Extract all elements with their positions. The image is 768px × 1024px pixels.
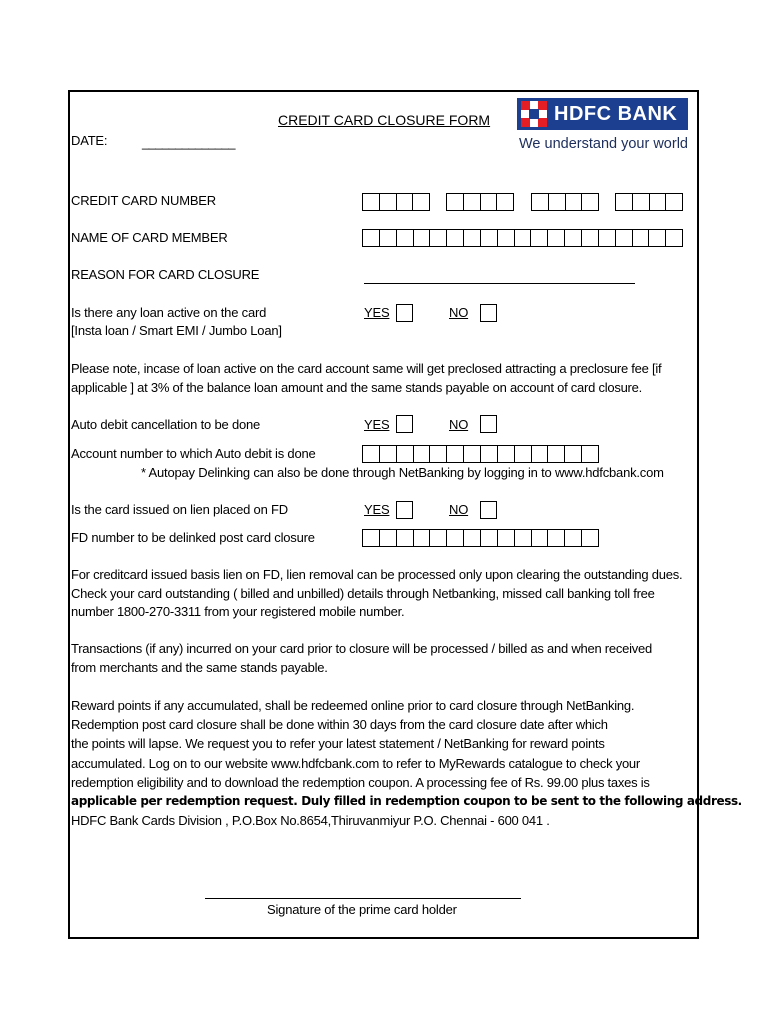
hdfc-logo-mark-icon	[521, 101, 547, 127]
auto-debit-no-label: NO	[449, 417, 469, 432]
signature-line[interactable]	[205, 898, 521, 899]
lien-no-label: NO	[449, 502, 469, 517]
auto-debit-yes-checkbox[interactable]	[396, 415, 413, 433]
loan-no-checkbox[interactable]	[480, 304, 497, 322]
rewards-bold-line: applicable per redemption request. Duly filled in redemption coupon to be sent to the following address.	[71, 794, 742, 809]
date-label: DATE:	[71, 133, 108, 148]
bank-tagline: We understand your world	[519, 136, 688, 152]
date-field[interactable]: ______________	[142, 135, 235, 150]
reason-line[interactable]	[364, 283, 635, 284]
fd-number-label: FD number to be delinked post card closure	[71, 530, 315, 545]
cards-division-address: HDFC Bank Cards Division , P.O.Box No.8654,Thiruvanmiyur P.O. Chennai - 600 041 .	[71, 813, 550, 829]
loan-types: [Insta loan / Smart EMI / Jumbo Loan]	[71, 323, 282, 338]
bank-name: HDFC BANK	[554, 103, 678, 125]
card-number-group-2[interactable]	[446, 193, 514, 211]
card-number-group-3[interactable]	[531, 193, 599, 211]
lien-no-checkbox[interactable]	[480, 501, 497, 519]
signature-label: Signature of the prime card holder	[267, 902, 457, 917]
card-member-label: NAME OF CARD MEMBER	[71, 230, 228, 245]
fd-number-field[interactable]	[362, 529, 599, 547]
loan-yes-label: YES	[364, 305, 390, 320]
card-number-group-1[interactable]	[362, 193, 430, 211]
auto-debit-label: Auto debit cancellation to be done	[71, 417, 261, 432]
transactions-note: Transactions (if any) incurred on your card prior to closure will be processed / billed as and when received from merchants and the same stands payable.	[71, 641, 652, 675]
card-number-group-4[interactable]	[615, 193, 683, 211]
lien-yes-checkbox[interactable]	[396, 501, 413, 519]
reason-label: REASON FOR CARD CLOSURE	[71, 267, 260, 282]
rewards-note: Reward points if any accumulated, shall be redeemed online prior to card closure through NetBanking. Redemption post card closure shall be done within 30 days from the card closure date after which the points will lapse. We request you to refer your latest statement / NetBanking for reward points accumulated. Log on to our website www.hdfcbank.com to refer to MyRewards catalogue to check your redemption eligibility and to download the redemption coupon. A processing fee of Rs. 99.00 plus taxes is applicable per redemption request. Duly filled in redemption coupon to be sent to the following address. HDFC Bank Cards Division , P.O.Box No.8654,Thiruvanmiyur P.O. Chennai - 600 041 .	[71, 696, 691, 830]
account-number-field[interactable]	[362, 445, 599, 463]
card-member-name-field[interactable]	[362, 229, 683, 247]
account-number-label: Account number to which Auto debit is done	[71, 446, 316, 461]
lien-fd-label: Is the card issued on lien placed on FD	[71, 502, 288, 517]
loan-question: Is there any loan active on the card	[71, 305, 267, 320]
loan-no-label: NO	[449, 305, 469, 320]
autopay-note: * Autopay Delinking can also be done through NetBanking by logging in to www.hdfcbank.com	[141, 465, 664, 480]
loan-yes-checkbox[interactable]	[396, 304, 413, 322]
auto-debit-no-checkbox[interactable]	[480, 415, 497, 433]
lien-yes-label: YES	[364, 502, 390, 517]
form-title: CREDIT CARD CLOSURE FORM	[278, 112, 491, 128]
card-number-label: CREDIT CARD NUMBER	[71, 193, 216, 208]
loan-note: Please note, incase of loan active on the card account same will get preclosed attracting a preclosure fee [if applicable ] at 3% of the balance loan amount and the same stands payable on account of card closure.	[71, 361, 662, 395]
auto-debit-yes-label: YES	[364, 417, 390, 432]
lien-note: For creditcard issued basis lien on FD, lien removal can be processed only upon clearing the outstanding dues. Check your card outstanding ( billed and unbilled) details through Netbanking, missed call banking toll free number 1800-270-3311 from your registered mobile number.	[71, 567, 683, 620]
